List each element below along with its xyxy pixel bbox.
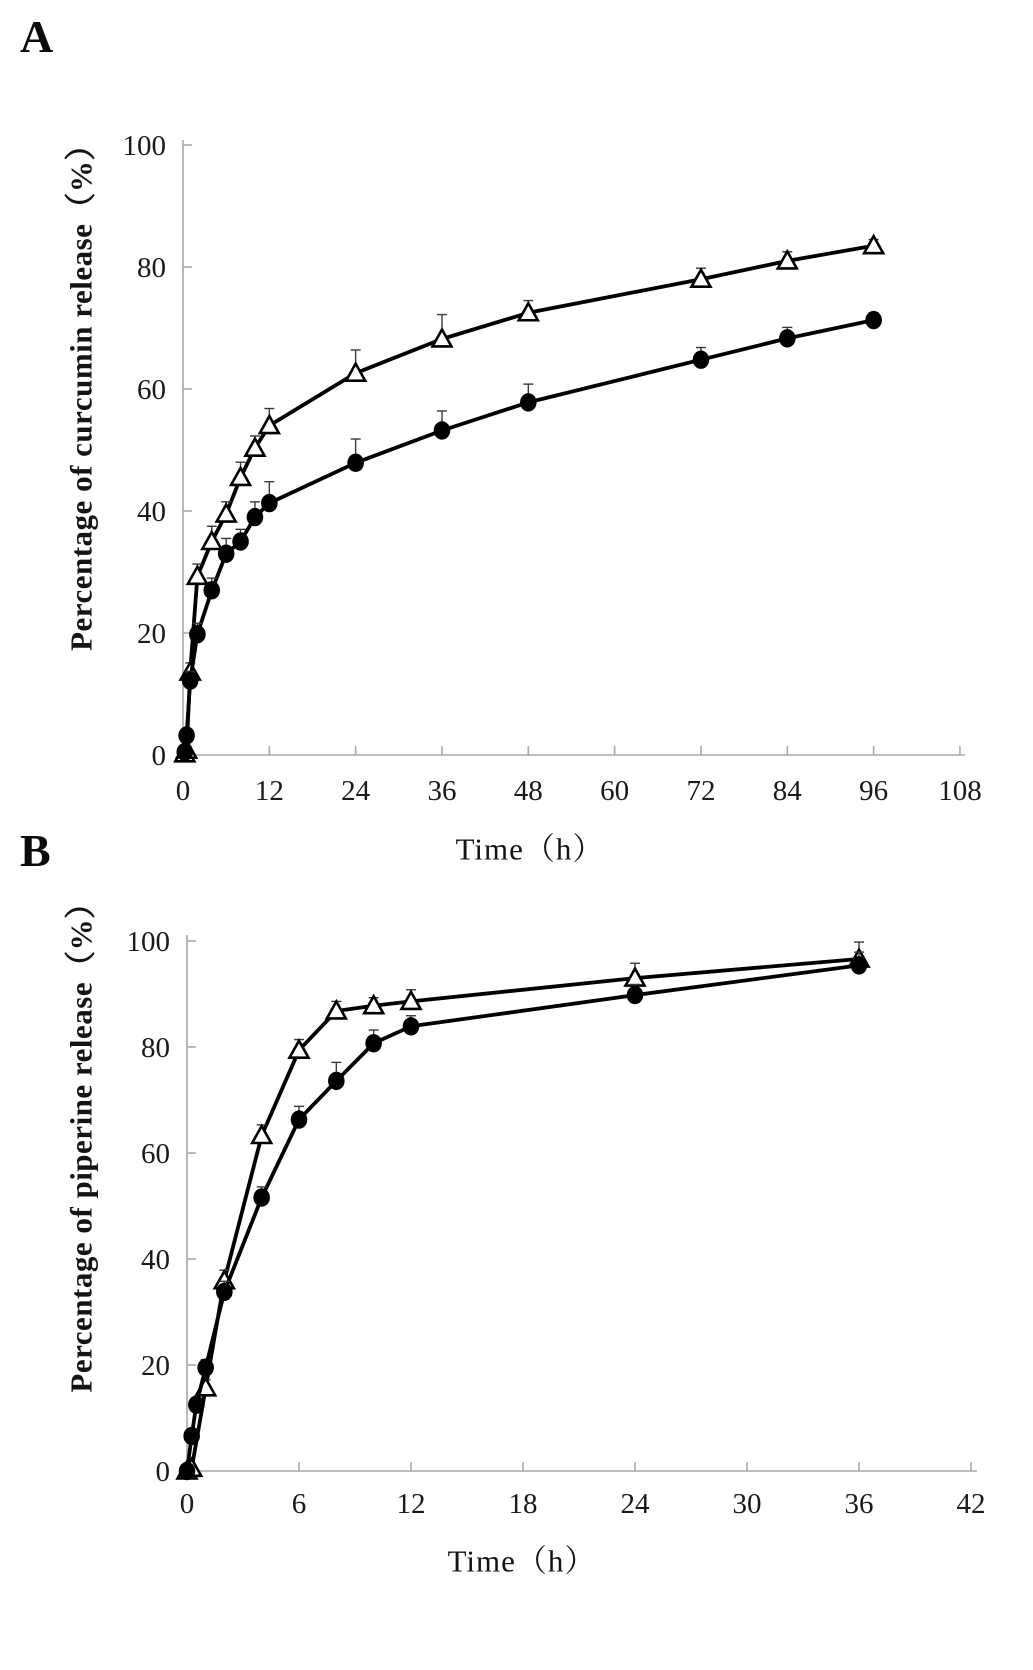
x-tick-label: 0 (179, 1488, 195, 1520)
circle-marker (197, 1358, 214, 1376)
x-tick-label: 36 (844, 1488, 874, 1520)
circle-marker (328, 1072, 345, 1090)
circle-marker (232, 532, 249, 550)
x-tick-label: 84 (772, 775, 802, 807)
triangle-marker (217, 505, 236, 522)
y-tick-label: 20 (141, 1350, 170, 1382)
circle-marker (253, 1188, 270, 1206)
x-tick-label: 30 (732, 1488, 762, 1520)
circle-marker (434, 421, 451, 439)
chart-a-y-axis-title: Percentage of curcumin release（%） (63, 129, 99, 651)
y-tick-label: 80 (137, 252, 166, 284)
x-tick-label: 42 (956, 1488, 986, 1520)
y-tick-label: 40 (137, 496, 166, 528)
chart-b-plot (127, 926, 986, 1520)
circle-marker (261, 494, 278, 512)
panel-b-label: B (20, 825, 51, 876)
chart-b-y-axis-title: Percentage of piperine release（%） (63, 887, 99, 1393)
circle-marker (178, 726, 195, 744)
circle-marker (779, 329, 796, 347)
circle-marker (865, 311, 882, 329)
circle-marker (403, 1017, 420, 1035)
circle-marker (693, 351, 710, 369)
y-tick-label: 0 (155, 1456, 170, 1488)
x-tick-label: 108 (938, 775, 982, 807)
chart-a-x-axis-title: Time（h） (455, 831, 605, 867)
x-tick-label: 60 (600, 775, 630, 807)
panel-a-label: A (20, 11, 54, 62)
circle-marker (851, 956, 868, 974)
triangle-marker (188, 567, 207, 584)
chart-a-plot (123, 130, 982, 807)
x-tick-label: 24 (620, 1488, 650, 1520)
circle-marker (627, 986, 644, 1004)
y-tick-label: 20 (137, 618, 166, 650)
circle-marker (176, 743, 193, 761)
series-line (185, 246, 874, 754)
y-tick-label: 80 (141, 1032, 170, 1064)
triangle-marker (252, 1126, 271, 1143)
x-tick-label: 72 (686, 775, 716, 807)
x-tick-label: 12 (254, 775, 284, 807)
y-tick-label: 0 (151, 740, 166, 772)
x-tick-label: 6 (291, 1488, 307, 1520)
x-tick-label: 24 (341, 775, 371, 807)
y-tick-label: 60 (141, 1138, 170, 1170)
circle-marker (365, 1034, 382, 1052)
x-tick-label: 36 (427, 775, 457, 807)
circle-marker (189, 625, 206, 643)
triangle-marker (260, 416, 279, 433)
triangle-marker (202, 532, 221, 549)
y-tick-label: 60 (137, 374, 166, 406)
circle-marker (203, 581, 220, 599)
y-tick-label: 100 (122, 130, 166, 162)
circle-marker (218, 545, 235, 563)
triangle-marker (864, 236, 883, 253)
circle-marker (183, 1427, 200, 1445)
y-tick-label: 100 (126, 926, 170, 958)
circle-marker (291, 1110, 308, 1128)
triangle-marker (231, 468, 250, 485)
circle-marker (216, 1283, 233, 1301)
x-tick-label: 96 (859, 775, 889, 807)
series-line (185, 320, 874, 752)
circle-marker (347, 454, 364, 472)
circle-marker (520, 393, 537, 411)
x-tick-label: 0 (175, 775, 191, 807)
x-tick-label: 12 (396, 1488, 426, 1520)
circle-marker (188, 1396, 205, 1414)
series-line (187, 965, 859, 1471)
chart-b-x-axis-title: Time（h） (447, 1543, 597, 1579)
x-tick-label: 18 (508, 1488, 538, 1520)
x-tick-label: 48 (513, 775, 543, 807)
circle-marker (247, 508, 264, 526)
y-tick-label: 40 (141, 1244, 170, 1276)
circle-marker (182, 671, 199, 689)
circle-marker (179, 1462, 196, 1480)
series-line (187, 959, 859, 1471)
